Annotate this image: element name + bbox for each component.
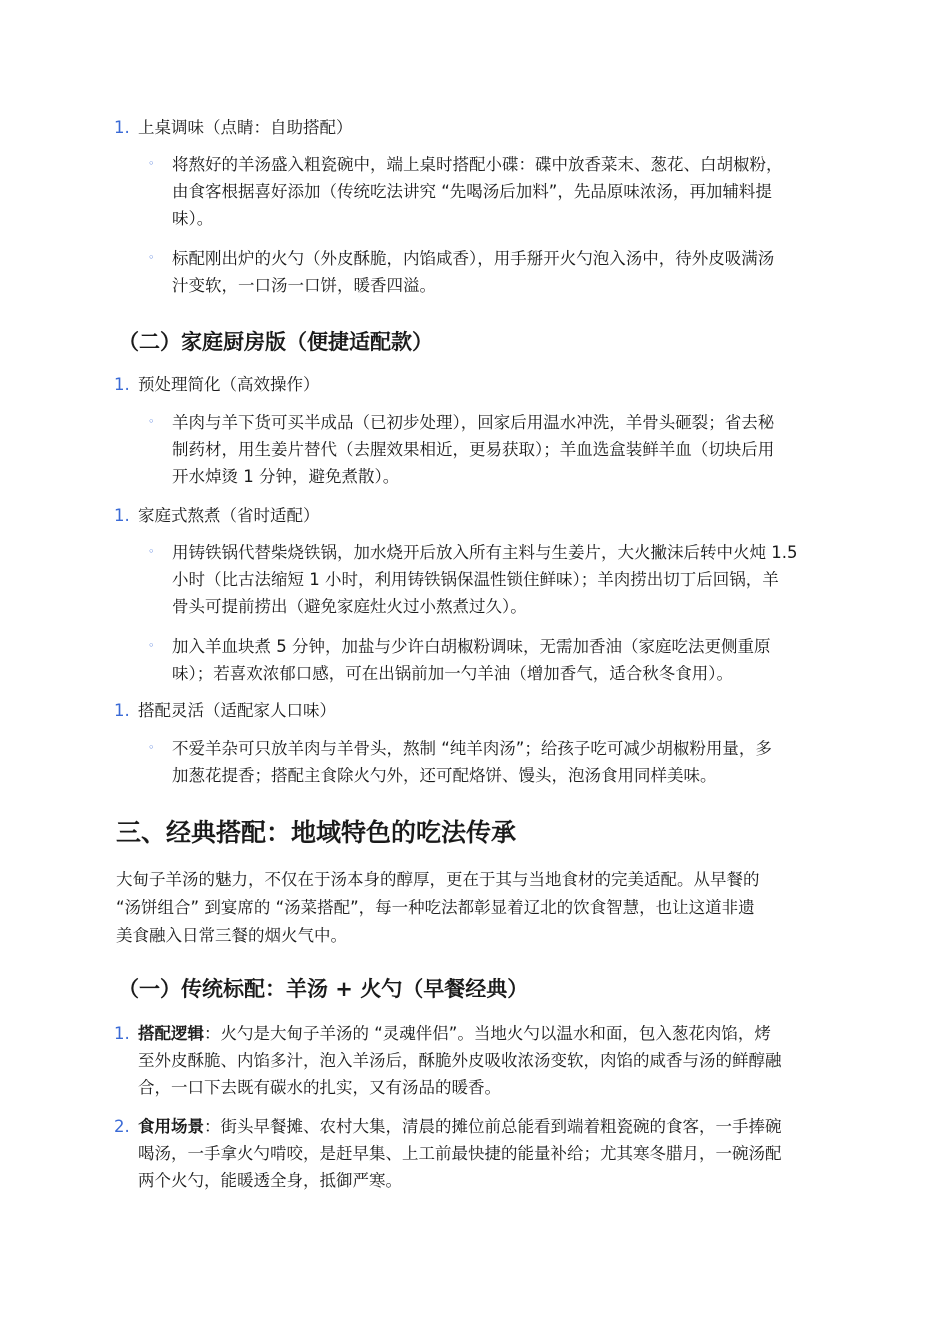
list-item-label: 上桌调味（点睛：自助搭配） (138, 118, 353, 137)
paragraph-line: 由食客根据喜好添加（传统吃法讲究 “先喝汤后加料”，先品原味浓汤，再加辅料提 (172, 182, 772, 201)
bullet-paragraph (172, 245, 842, 299)
paragraph-line (138, 1113, 838, 1140)
list-number: 1. (114, 1024, 130, 1043)
bullet-icon: ◦ (148, 157, 155, 170)
paragraph-line: 用铸铁锅代替柴烧铁锅，加水烧开后放入所有主料与生姜片，大火撇沫后转中火炖 1.5 (172, 543, 798, 562)
list-number: 1. (114, 506, 130, 525)
paragraph-line: 合，一口下去既有碳水的扎实，又有汤品的暖香。 (138, 1078, 501, 1097)
bullet-paragraph (172, 151, 842, 232)
list-number: 2. (114, 1117, 130, 1136)
point-label: 搭配逻辑 (138, 1024, 204, 1043)
paragraph-line: 味）；若喜欢浓郁口感，可在出锅前加一勺羊油（增加香气，适合秋冬食用）。 (172, 664, 733, 683)
paragraph-line: 不爱羊杂可只放羊肉与羊骨头，熬制 “纯羊肉汤”；给孩子吃可减少胡椒粉用量，多 (172, 739, 772, 758)
point-label: 食用场景 (138, 1117, 204, 1136)
paragraph-line: 标配刚出炉的火勺（外皮酥脆，内馅咸香），用手掰开火勺泡入汤中，待外皮吸满汤 (172, 249, 775, 268)
list-item-label: 家庭式熬煮（省时适配） (138, 506, 320, 525)
paragraph-line: 至外皮酥脆、内馅多汁，泡入羊汤后，酥脆外皮吸收浓汤变软，肉馅的咸香与汤的鲜醇融 (138, 1051, 782, 1070)
list-item-label: 预处理简化（高效操作） (138, 375, 320, 394)
paragraph-line: 加入羊血块煮 5 分钟，加盐与少许白胡椒粉调味，无需加香油（家庭吃法更侧重原 (172, 637, 771, 656)
bullet-paragraph (172, 735, 842, 789)
point-text: ：火勺是大甸子羊汤的 “灵魂伴侣”。当地火勺以温水和面，包入葱花肉馅，烤 (204, 1024, 771, 1043)
list-number: 1. (114, 701, 130, 720)
list-number: 1. (114, 375, 130, 394)
paragraph-line: 开水焯烫 1 分钟，避免煮散）。 (172, 467, 400, 486)
paragraph-line: 喝汤，一手拿火勺啃咬，是赶早集、上工前最快捷的能量补给；尤其寒冬腊月，一碗汤配 (138, 1144, 782, 1163)
paragraph-line: 味）。 (172, 209, 214, 228)
bullet-paragraph (172, 633, 842, 687)
paragraph-line: 汁变软，一口汤一口饼，暖香四溢。 (172, 276, 436, 295)
list-number: 1. (114, 118, 130, 137)
paragraph-line: 骨头可提前捞出（避免家庭灶火过小熬煮过久）。 (172, 597, 527, 616)
paragraph-line: 两个火勺，能暖透全身，抵御严寒。 (138, 1171, 402, 1190)
list-item-label: 搭配灵活（适配家人口味） (138, 701, 336, 720)
numbered-paragraph (138, 1020, 838, 1101)
section-heading: （二）家庭厨房版（便捷适配款） (118, 330, 433, 354)
bullet-paragraph (172, 539, 842, 620)
paragraph-line: 羊肉与羊下货可买半成品（已初步处理），回家后用温水冲洗，羊骨头砸裂；省去秘 (172, 413, 775, 432)
paragraph-line: 美食融入日常三餐的烟火气中。 (116, 926, 347, 945)
intro-paragraph (116, 866, 846, 950)
bullet-icon: ◦ (148, 415, 155, 428)
paragraph-line: 将熬好的羊汤盛入粗瓷碗中，端上桌时搭配小碟：碟中放香菜末、葱花、白胡椒粉， (172, 155, 783, 174)
paragraph-line: 大甸子羊汤的魅力，不仅在于汤本身的醇厚，更在于其与当地食材的完美适配。从早餐的 (116, 870, 760, 889)
bullet-icon: ◦ (148, 251, 155, 264)
bullet-paragraph (172, 409, 842, 490)
numbered-paragraph (138, 1113, 838, 1194)
paragraph-line: 加葱花提香；搭配主食除火勺外，还可配烙饼、馒头，泡汤食用同样美味。 (172, 766, 717, 785)
paragraph-line (138, 1020, 838, 1047)
paragraph-line: 制药材，用生姜片替代（去腥效果相近，更易获取）；羊血选盒装鲜羊血（切块后用 (172, 440, 775, 459)
bullet-icon: ◦ (148, 639, 155, 652)
paragraph-line: 小时（比古法缩短 1 小时，利用铸铁锅保温性锁住鲜味）；羊肉捞出切丁后回锅，羊 (172, 570, 779, 589)
point-text: ：街头早餐摊、农村大集，清晨的摊位前总能看到端着粗瓷碗的食客，一手捧碗 (204, 1117, 782, 1136)
bullet-icon: ◦ (148, 741, 155, 754)
bullet-icon: ◦ (148, 545, 155, 558)
main-heading: 三、经典搭配：地域特色的吃法传承 (116, 818, 517, 847)
section-heading: （一）传统标配：羊汤 + 火勺（早餐经典） (118, 977, 529, 1001)
paragraph-line: “汤饼组合” 到宴席的 “汤菜搭配”，每一种吃法都彰显着辽北的饮食智慧，也让这道非遗 (116, 898, 755, 917)
